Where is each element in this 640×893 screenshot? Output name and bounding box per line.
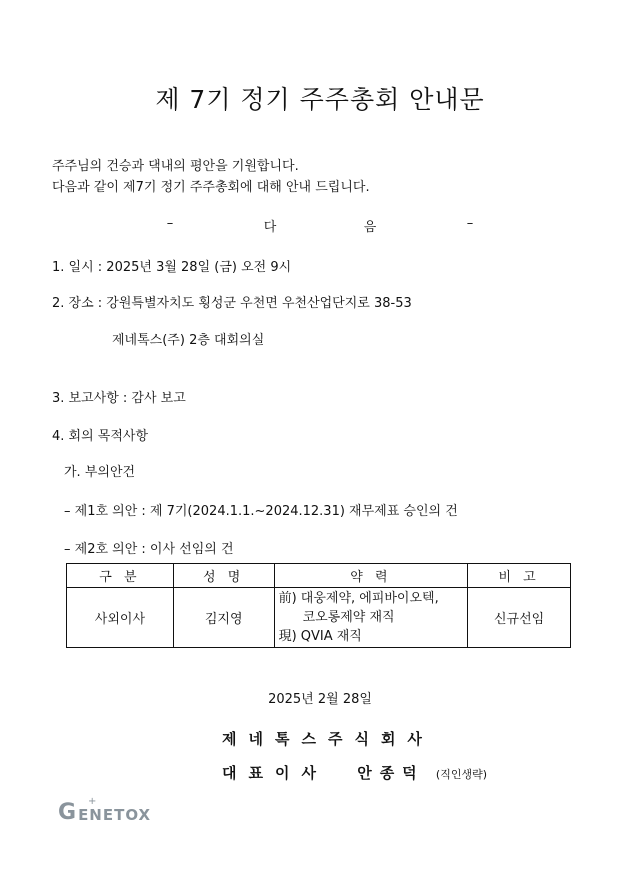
logo-plus-icon: + xyxy=(88,796,97,807)
page-title: 제 7기 정기 주주총회 안내문 xyxy=(155,85,485,114)
genetox-logo xyxy=(58,796,152,825)
cell-category: 사외이사 xyxy=(67,588,174,648)
item-report: 3. 보고사항 : 감사 보고 xyxy=(52,391,186,406)
item-proposal-2: – 제2호 의안 : 이사 선임의 건 xyxy=(64,542,234,557)
header-note: 비 고 xyxy=(468,564,571,588)
career-line-3: 現) QVIA 재직 xyxy=(278,629,362,644)
representative-title: 대표이사 xyxy=(222,764,328,782)
table-row xyxy=(67,588,571,648)
item-agenda-sub: 가. 부의안건 xyxy=(64,465,136,480)
cell-name: 김지영 xyxy=(173,588,274,648)
header-career: 약 력 xyxy=(274,564,468,588)
representative-name: 안종덕 xyxy=(357,764,425,782)
item-place-detail: 제네톡스(주) 2층 대회의실 xyxy=(112,333,265,348)
company-name: 제네톡스주식회사 xyxy=(222,730,434,748)
logo-g-icon: G xyxy=(58,800,77,825)
greeting-line-1: 주주님의 건승과 댁내의 평안을 기원합니다. xyxy=(52,159,299,174)
candidate-table xyxy=(66,563,571,648)
section-heading xyxy=(0,216,640,235)
header-name: 성 명 xyxy=(173,564,274,588)
logo-wordmark: ENETOX xyxy=(78,805,152,824)
greeting-line-2: 다음과 같이 제7기 정기 주주총회에 대해 안내 드립니다. xyxy=(52,180,370,195)
table-header-row xyxy=(67,564,571,588)
item-date: 1. 일시 : 2025년 3월 28일 (금) 오전 9시 xyxy=(52,260,292,275)
heading-dash-left: – xyxy=(166,216,174,231)
cell-career xyxy=(274,588,468,648)
header-category: 구 분 xyxy=(67,564,174,588)
item-agenda: 4. 회의 목적사항 xyxy=(52,429,149,444)
heading-word-2: 음 xyxy=(363,220,377,235)
signed-date: 2025년 2월 28일 xyxy=(268,692,372,707)
career-line-1: 前) 대웅제약, 에피바이오텍, xyxy=(278,591,439,606)
heading-word-1: 다 xyxy=(263,220,277,235)
heading-dash-right: – xyxy=(466,216,474,231)
item-proposal-1: – 제1호 의안 : 제 7기(2024.1.1.~2024.12.31) 재무제표 승인의 건 xyxy=(64,504,458,519)
representative xyxy=(222,762,487,783)
item-place: 2. 장소 : 강원특별자치도 횡성군 우천면 우천산업단지로 38-53 xyxy=(52,296,412,311)
cell-note: 신규선임 xyxy=(468,588,571,648)
seal-note: (직인생략) xyxy=(435,768,488,781)
career-line-2: 코오롱제약 재직 xyxy=(302,610,395,625)
